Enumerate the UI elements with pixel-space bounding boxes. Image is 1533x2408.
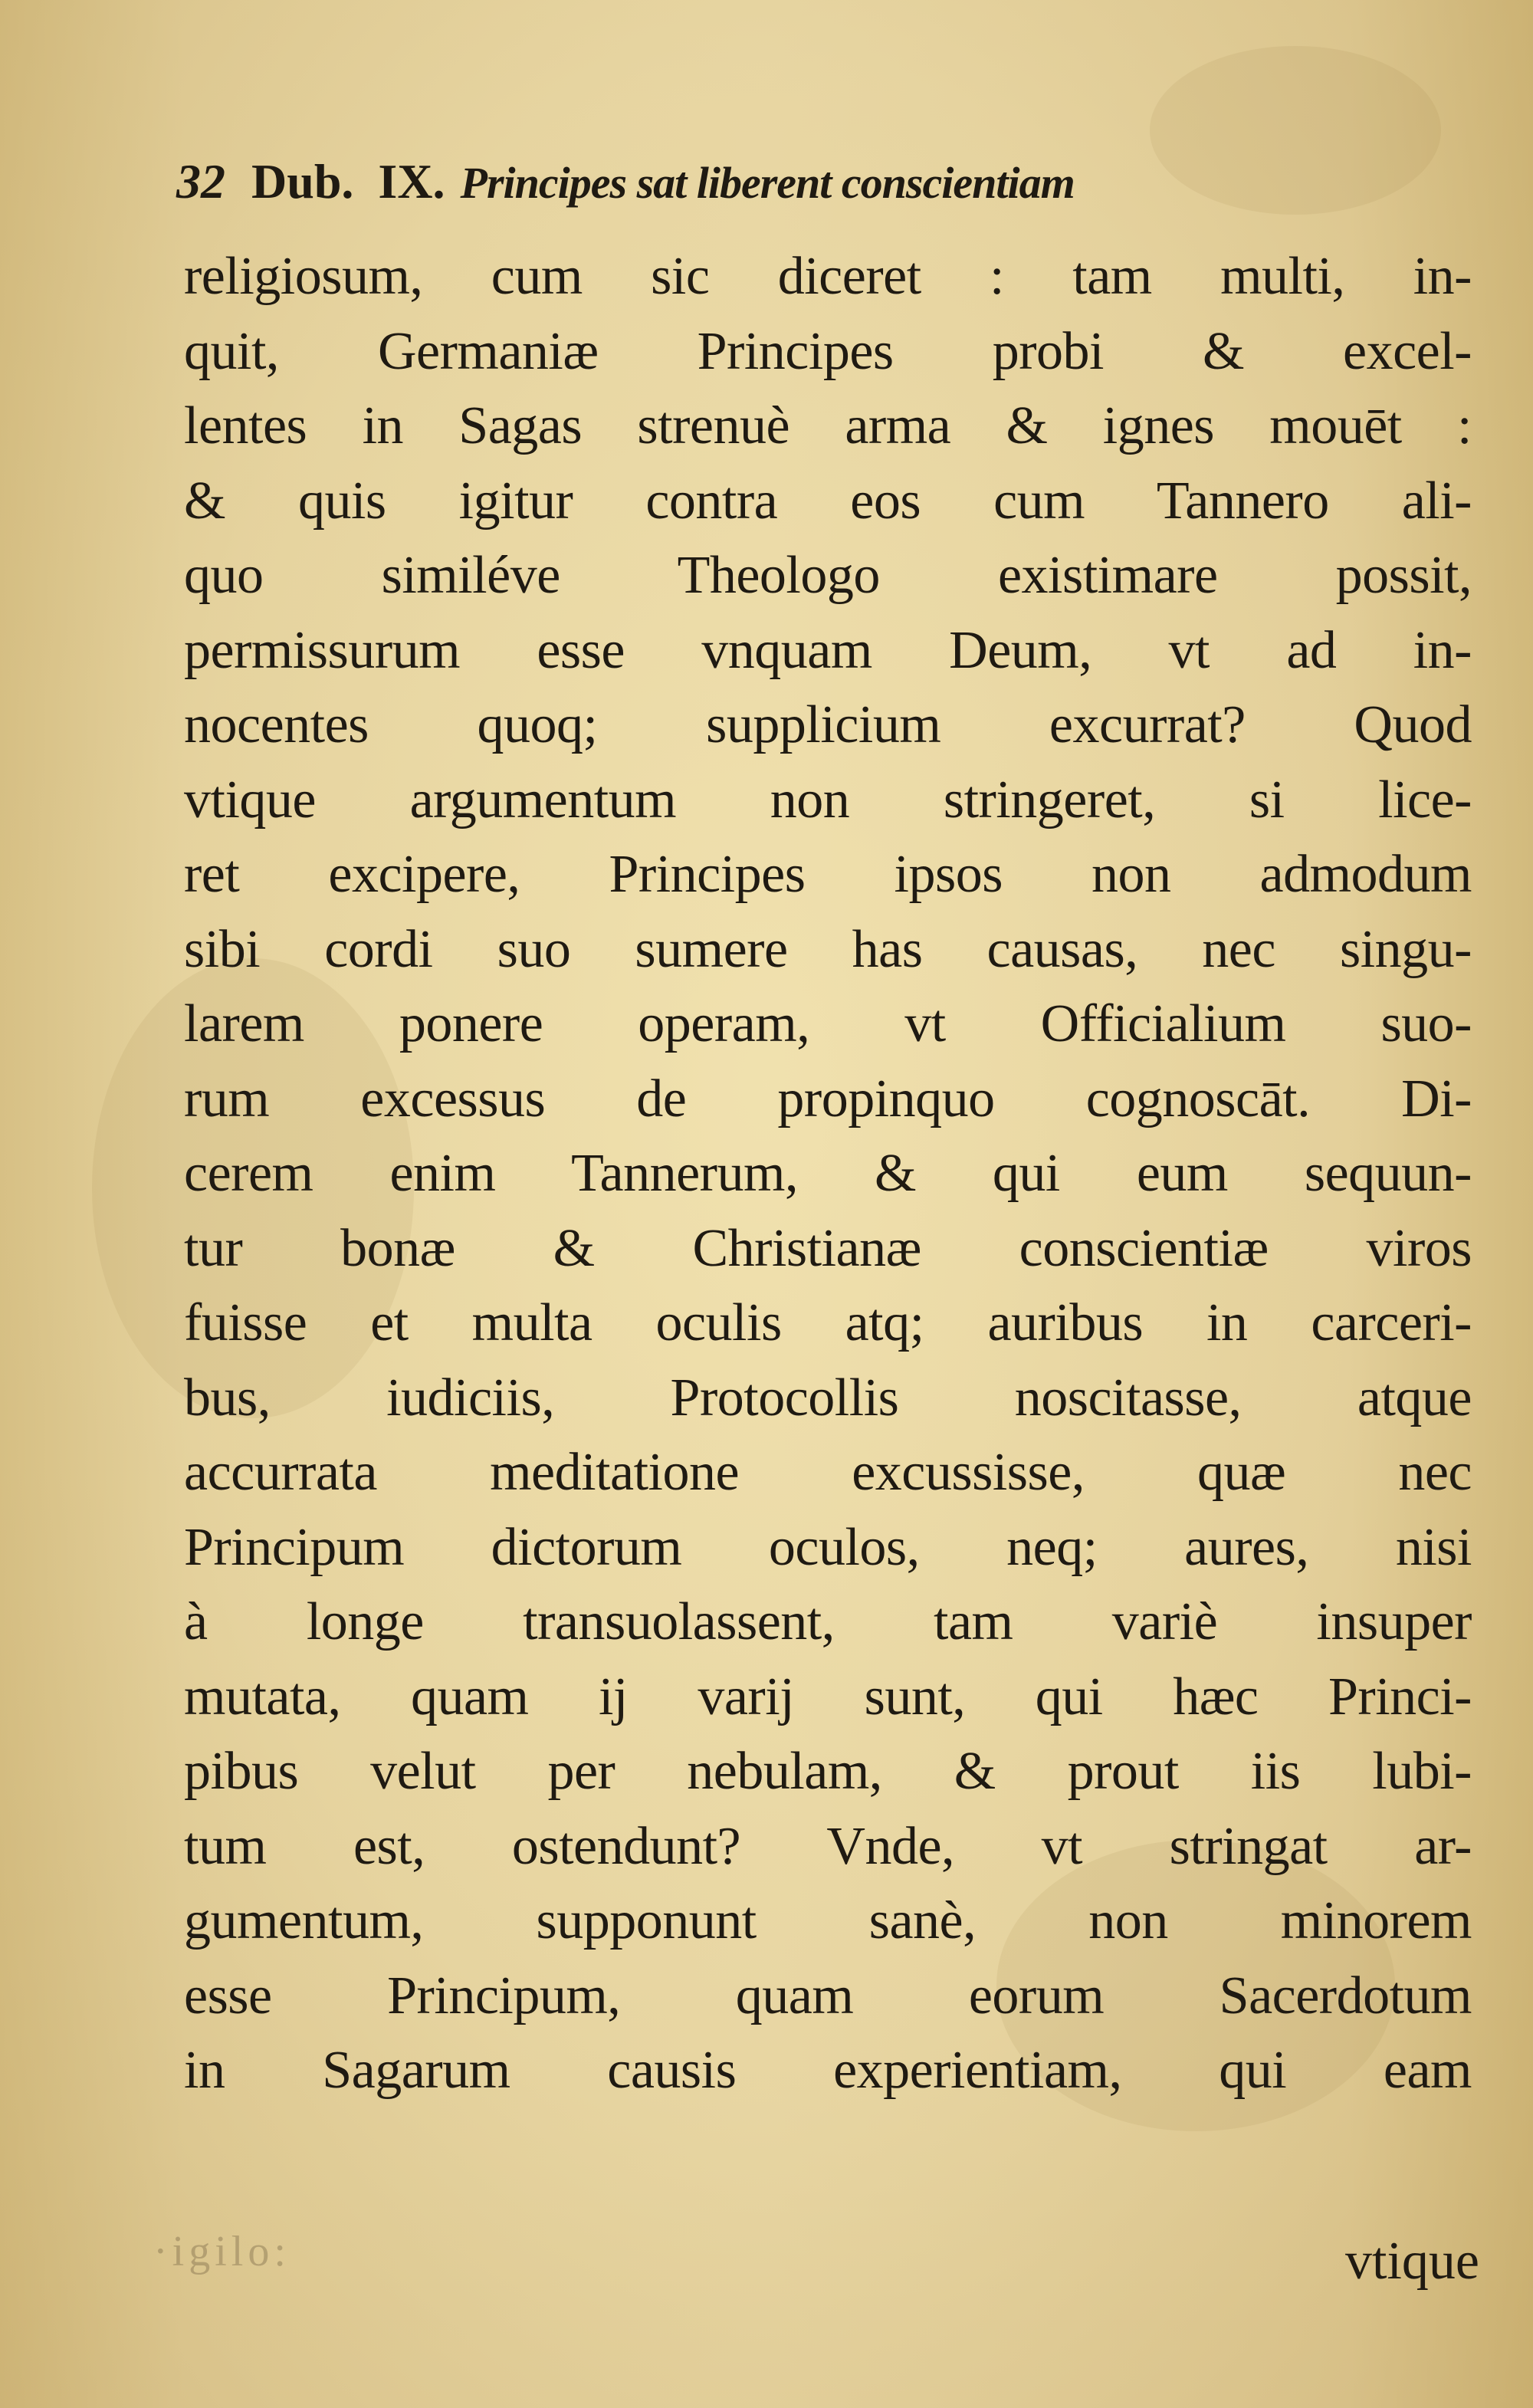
text-line: vtique argumentum non stringeret, si lice-: [184, 770, 1472, 829]
text-line: religiosum, cum sic diceret : tam multi, in-: [184, 247, 1472, 306]
text-line: sibi cordi suo sumere has causas, nec singu-: [184, 919, 1472, 979]
text-line: permissurum esse vnquam Deum, vt ad in-: [184, 620, 1472, 680]
dubium-label: Dub.: [251, 154, 354, 209]
dubium-number: IX.: [378, 154, 445, 209]
signature-mark: ·igilo:: [153, 2228, 291, 2275]
text-line: cerem enim Tannerum, & qui eum sequun-: [184, 1144, 1472, 1203]
text-line: bus, iudiciis, Protocollis noscitasse, atque: [184, 1368, 1472, 1427]
text-line: esse Principum, quam eorum Sacerdotum: [184, 1966, 1472, 2025]
text-line: tur bonæ & Christianæ conscientiæ viros: [184, 1218, 1472, 1278]
text-line: à longe transuolassent, tam variè insuper: [184, 1592, 1472, 1651]
text-line: fuisse et multa oculis atq; auribus in carceri-: [184, 1293, 1472, 1352]
text-line: mutata, quam ij varij sunt, qui hæc Princi-: [184, 1667, 1472, 1726]
text-line: larem ponere operam, vt Officialium suo-: [184, 994, 1472, 1053]
main-text-block: [184, 239, 1472, 2108]
text-line: & quis igitur contra eos cum Tannero ali-: [184, 471, 1472, 531]
text-line: in Sagarum causis experientiam, qui eam: [184, 2041, 1472, 2100]
text-line: nocentes quoq; supplicium excurrat? Quod: [184, 695, 1472, 754]
text-line: lentes in Sagas strenuè arma & ignes mouēt :: [184, 396, 1472, 455]
text-line: pibus velut per nebulam, & prout iis lubi-: [184, 1742, 1472, 1801]
text-line: tum est, ostendunt? Vnde, vt stringat ar-: [184, 1816, 1472, 1876]
text-line: rum excessus de propinquo cognoscāt. Di-: [184, 1069, 1472, 1128]
text-line: quo similéve Theologo existimare possit,: [184, 546, 1472, 605]
page-number: 32: [176, 154, 225, 209]
text-line: ret excipere, Principes ipsos non admodum: [184, 845, 1472, 904]
text-line: quit, Germaniæ Principes probi & excel-: [184, 321, 1472, 381]
text-line: gumentum, supponunt sanè, non minorem: [184, 1891, 1472, 1950]
running-title: Principes sat liberent conscientiam: [460, 158, 1075, 208]
running-header: [176, 153, 1479, 238]
text-line: accurrata meditatione excussisse, quæ nec: [184, 1443, 1472, 1502]
catchword: vtique: [1345, 2232, 1479, 2291]
text-line: Principum dictorum oculos, neq; aures, nisi: [184, 1517, 1472, 1577]
